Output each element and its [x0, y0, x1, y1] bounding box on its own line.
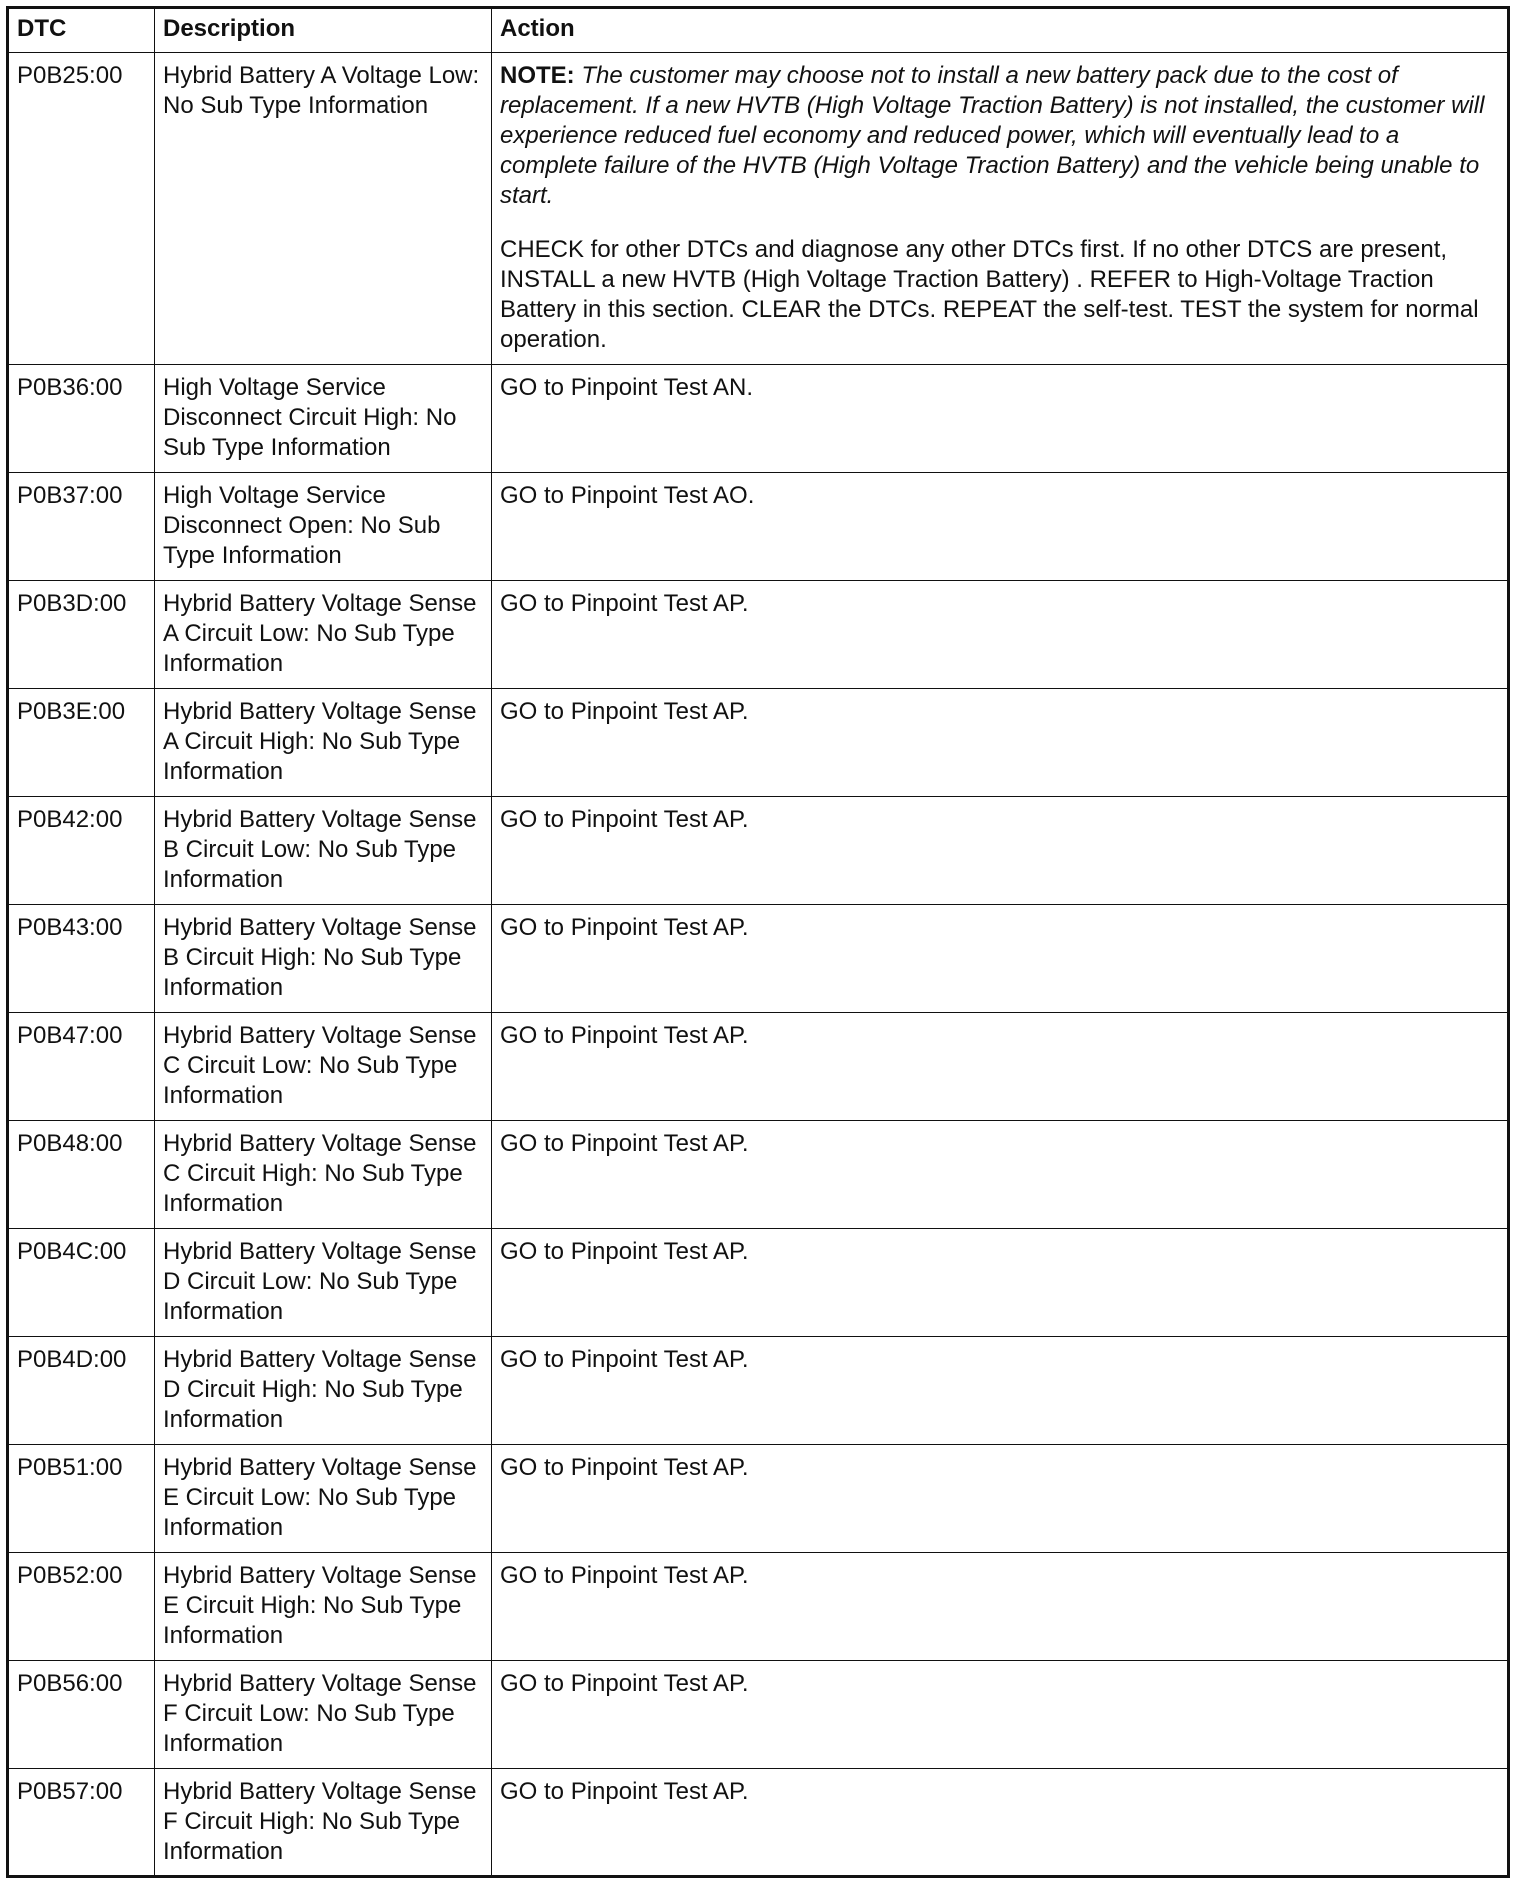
- dtc-code: P0B56:00: [8, 1661, 155, 1769]
- dtc-description: Hybrid Battery Voltage Sense B Circuit High: No Sub Type Information: [155, 905, 492, 1013]
- dtc-action: GO to Pinpoint Test AP.: [492, 1661, 1509, 1769]
- table-row: [8, 797, 1509, 905]
- dtc-code: P0B25:00: [8, 53, 155, 365]
- action-text: CHECK for other DTCs and diagnose any other DTCs first. If no other DTCS are present, INSTALL a new HVTB (High Voltage Traction Battery) . REFER to High-Voltage Traction Battery in this section. CLEAR the DTCs. REPEAT the self-test. TEST the system for normal operation.: [500, 236, 1479, 353]
- table-row: [8, 1445, 1509, 1553]
- dtc-code: P0B4D:00: [8, 1337, 155, 1445]
- note-label: NOTE:: [500, 62, 575, 89]
- dtc-action: GO to Pinpoint Test AP.: [492, 797, 1509, 905]
- table-row: [8, 53, 1509, 365]
- dtc-action: GO to Pinpoint Test AP.: [492, 689, 1509, 797]
- dtc-description: Hybrid Battery Voltage Sense B Circuit Low: No Sub Type Information: [155, 797, 492, 905]
- table-row: [8, 1769, 1509, 1877]
- dtc-code: P0B51:00: [8, 1445, 155, 1553]
- dtc-action: GO to Pinpoint Test AP.: [492, 1013, 1509, 1121]
- dtc-description: High Voltage Service Disconnect Open: No Sub Type Information: [155, 473, 492, 581]
- dtc-action: [492, 53, 1509, 365]
- dtc-description: Hybrid Battery Voltage Sense F Circuit Low: No Sub Type Information: [155, 1661, 492, 1769]
- dtc-description: Hybrid Battery Voltage Sense D Circuit Low: No Sub Type Information: [155, 1229, 492, 1337]
- dtc-code: P0B42:00: [8, 797, 155, 905]
- table-row: [8, 1553, 1509, 1661]
- dtc-code: P0B52:00: [8, 1553, 155, 1661]
- dtc-code: P0B3E:00: [8, 689, 155, 797]
- table-row: [8, 1661, 1509, 1769]
- dtc-code: P0B36:00: [8, 365, 155, 473]
- dtc-action: GO to Pinpoint Test AP.: [492, 1229, 1509, 1337]
- dtc-description: Hybrid Battery Voltage Sense E Circuit High: No Sub Type Information: [155, 1553, 492, 1661]
- dtc-description: Hybrid Battery Voltage Sense A Circuit High: No Sub Type Information: [155, 689, 492, 797]
- table-row: [8, 1229, 1509, 1337]
- dtc-description: High Voltage Service Disconnect Circuit High: No Sub Type Information: [155, 365, 492, 473]
- table-row: [8, 473, 1509, 581]
- table-row: [8, 1337, 1509, 1445]
- dtc-code: P0B4C:00: [8, 1229, 155, 1337]
- header-row: [8, 8, 1509, 53]
- dtc-code: P0B37:00: [8, 473, 155, 581]
- dtc-description: Hybrid Battery A Voltage Low: No Sub Type Information: [155, 53, 492, 365]
- dtc-action: GO to Pinpoint Test AP.: [492, 905, 1509, 1013]
- dtc-description: Hybrid Battery Voltage Sense C Circuit High: No Sub Type Information: [155, 1121, 492, 1229]
- dtc-description: Hybrid Battery Voltage Sense D Circuit High: No Sub Type Information: [155, 1337, 492, 1445]
- dtc-action: GO to Pinpoint Test AP.: [492, 1553, 1509, 1661]
- note-text: The customer may choose not to install a new battery pack due to the cost of replacement. If a new HVTB (High Voltage Traction Battery) is not installed, the customer will experience reduced fuel economy and reduced power, which will eventually lead to a complete failure of the HVTB (High Voltage Traction Battery) and the vehicle being unable to start.: [500, 62, 1485, 209]
- table-row: [8, 905, 1509, 1013]
- dtc-action: GO to Pinpoint Test AN.: [492, 365, 1509, 473]
- dtc-code: P0B48:00: [8, 1121, 155, 1229]
- dtc-code: P0B47:00: [8, 1013, 155, 1121]
- dtc-description: Hybrid Battery Voltage Sense F Circuit High: No Sub Type Information: [155, 1769, 492, 1877]
- table-row: [8, 365, 1509, 473]
- table-row: [8, 581, 1509, 689]
- header-action: Action: [492, 8, 1509, 53]
- dtc-code: P0B3D:00: [8, 581, 155, 689]
- header-dtc: DTC: [8, 8, 155, 53]
- header-description: Description: [155, 8, 492, 53]
- dtc-description: Hybrid Battery Voltage Sense E Circuit Low: No Sub Type Information: [155, 1445, 492, 1553]
- dtc-description: Hybrid Battery Voltage Sense C Circuit Low: No Sub Type Information: [155, 1013, 492, 1121]
- dtc-action: GO to Pinpoint Test AO.: [492, 473, 1509, 581]
- table-row: [8, 689, 1509, 797]
- table-body: [8, 53, 1509, 1877]
- dtc-action: GO to Pinpoint Test AP.: [492, 1121, 1509, 1229]
- dtc-action: GO to Pinpoint Test AP.: [492, 581, 1509, 689]
- dtc-action: GO to Pinpoint Test AP.: [492, 1445, 1509, 1553]
- dtc-action: GO to Pinpoint Test AP.: [492, 1337, 1509, 1445]
- table-header: [8, 8, 1509, 53]
- dtc-table: [6, 6, 1510, 1878]
- dtc-code: P0B43:00: [8, 905, 155, 1013]
- dtc-code: P0B57:00: [8, 1769, 155, 1877]
- table-row: [8, 1121, 1509, 1229]
- table-row: [8, 1013, 1509, 1121]
- dtc-action: GO to Pinpoint Test AP.: [492, 1769, 1509, 1877]
- dtc-description: Hybrid Battery Voltage Sense A Circuit Low: No Sub Type Information: [155, 581, 492, 689]
- note-block: [500, 61, 1499, 211]
